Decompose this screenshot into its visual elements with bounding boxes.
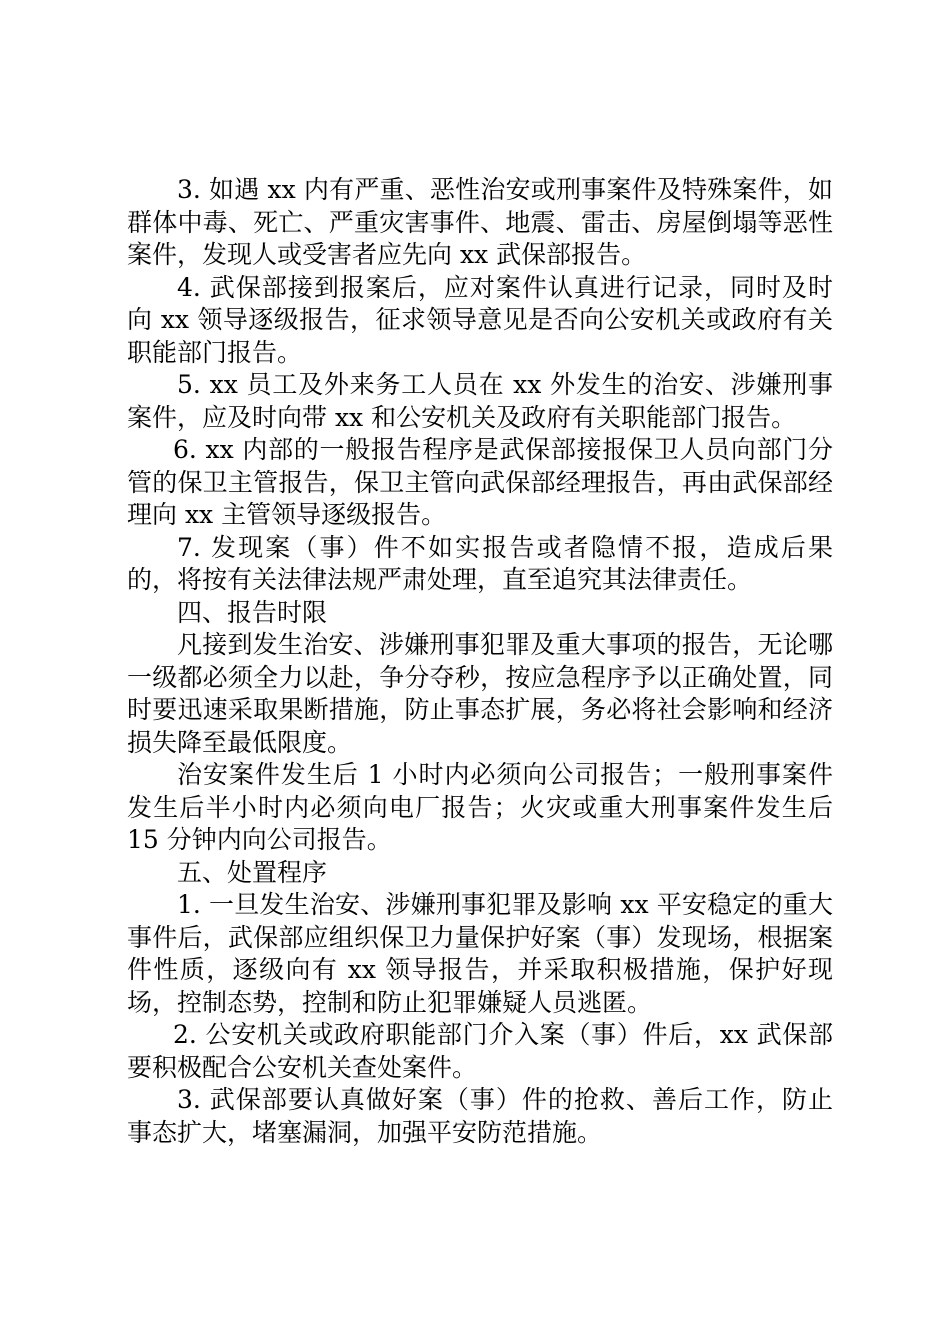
paragraph-procedure-1: 1. 一旦发生治安、涉嫌刑事犯罪及影响 xx 平安稳定的重大事件后，武保部应组织保卫力量保护好案（事）发现场，根据案件性质，逐级向有 xx 领导报告，并采取积极措施，保护好现场，控制态势，控制和防止犯罪嫌疑人员逃匿。 bbox=[127, 890, 833, 1017]
paragraph-procedure-3: 3. 武保部要认真做好案（事）件的抢救、善后工作，防止事态扩大，堵塞漏洞，加强平安防范措施。 bbox=[127, 1085, 833, 1147]
paragraph-deadline-times: 治安案件发生后 1 小时内必须向公司报告；一般刑事案件发生后半小时内必须向电厂报告；火灾或重大刑事案件发生后 15 分钟内向公司报告。 bbox=[127, 760, 833, 854]
paragraph-item-5: 5. xx 员工及外来务工人员在 xx 外发生的治安、涉嫌刑事案件，应及时向带 xx 和公安机关及政府有关职能部门报告。 bbox=[127, 370, 833, 432]
paragraph-item-7: 7. 发现案（事）件不如实报告或者隐情不报，造成后果的，将按有关法律法规严肃处理，直至追究其法律责任。 bbox=[127, 532, 833, 594]
paragraph-procedure-2: 2. 公安机关或政府职能部门介入案（事）件后，xx 武保部要积极配合公安机关查处案件。 bbox=[127, 1020, 833, 1082]
paragraph-item-6: 6. xx 内部的一般报告程序是武保部接报保卫人员向部门分管的保卫主管报告，保卫主管向武保部经理报告，再由武保部经理向 xx 主管领导逐级报告。 bbox=[127, 435, 833, 529]
section-heading-handling-procedure: 五、处置程序 bbox=[177, 857, 328, 887]
document-body bbox=[127, 174, 833, 1149]
paragraph-item-3: 3. 如遇 xx 内有严重、恶性治安或刑事案件及特殊案件，如群体中毒、死亡、严重灾害事件、地震、雷击、房屋倒塌等恶性案件，发现人或受害者应先向 xx 武保部报告。 bbox=[127, 175, 833, 269]
section-heading-report-deadline: 四、报告时限 bbox=[177, 597, 328, 627]
paragraph-item-4: 4. 武保部接到报案后，应对案件认真进行记录，同时及时向 xx 领导逐级报告，征求领导意见是否向公安机关或政府有关职能部门报告。 bbox=[127, 272, 833, 367]
paragraph-deadline-general: 凡接到发生治安、涉嫌刑事犯罪及重大事项的报告，无论哪一级都必须全力以赴，争分夺秒，按应急程序予以正确处置，同时要迅速采取果断措施，防止事态扩展，务必将社会影响和经济损失降至最低限度。 bbox=[127, 630, 833, 757]
